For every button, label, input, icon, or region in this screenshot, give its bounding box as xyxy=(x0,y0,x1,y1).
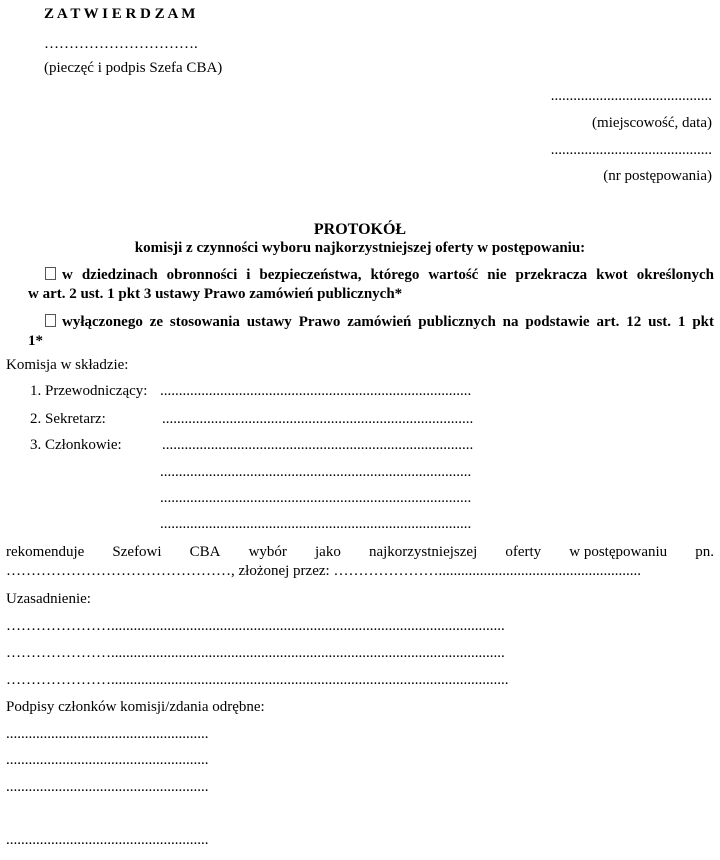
recommendation-word: wybór xyxy=(248,544,287,560)
chair-dots: ................................................................................... xyxy=(160,383,472,399)
checkbox-icon[interactable] xyxy=(45,314,56,327)
recommendation-line-1 xyxy=(6,544,714,561)
checkbox-icon[interactable] xyxy=(45,267,56,280)
recommendation-word: pn. xyxy=(695,544,714,560)
proceeding-no-label: (nr postępowania) xyxy=(603,168,712,184)
option-1-line-1[interactable]: w dziedzinach obronności i bezpieczeństwa, którego wartość nie przekracza kwot określonych xyxy=(28,267,714,284)
recommendation-submitted-by: , złożonej przez: xyxy=(231,563,330,579)
member-dots-1: ................................................................................... xyxy=(162,437,474,453)
place-date-label: (miejscowość, data) xyxy=(592,115,712,131)
recommendation-word: rekomenduje xyxy=(6,544,85,560)
justification-line-2: …………………......................................................................................................... xyxy=(6,645,505,661)
signature-line-3: ...................................................... xyxy=(6,779,209,795)
member-dots-2: ................................................................................... xyxy=(160,464,472,480)
member-dots-4: ................................................................................... xyxy=(160,516,472,532)
recommendation-word: oferty xyxy=(505,544,542,560)
signature-line-2: ...................................................... xyxy=(6,752,209,768)
signatures-label: Podpisy członków komisji/zdania odrębne: xyxy=(6,699,265,715)
option-2-line-1[interactable]: wyłączonego ze stosowania ustawy Prawo zamówień publicznych na podstawie art. 12 ust. 1 pkt xyxy=(28,314,714,331)
option-1-line-2: w art. 2 ust. 1 pkt 3 ustawy Prawo zamówień publicznych* xyxy=(28,286,403,302)
recommendation-line-2 xyxy=(6,563,641,580)
chair-label: 1. Przewodniczący: xyxy=(30,383,148,399)
recommendation-word: jako xyxy=(315,544,341,560)
secretary-label: 2. Sekretarz: xyxy=(30,411,106,427)
signature-line-1: ...................................................... xyxy=(6,726,209,742)
proceeding-no-dots: ........................................... xyxy=(550,142,712,158)
signature-line-4: ...................................................... xyxy=(6,832,209,848)
justification-line-3: ………………….......................................................................................................... xyxy=(6,672,509,688)
approval-signature-label: (pieczęć i podpis Szefa CBA) xyxy=(44,60,223,76)
recommendation-word: Szefowi xyxy=(112,544,162,560)
member-dots-3: ................................................................................... xyxy=(160,490,472,506)
document-subtitle: komisji z czynności wyboru najkorzystniejszej oferty w postępowaniu: xyxy=(134,240,586,256)
recommendation-dots-2: …………………...................................................... xyxy=(333,563,641,579)
justification-line-1: …………………......................................................................................................... xyxy=(6,618,505,634)
recommendation-word: najkorzystniejszej xyxy=(368,544,478,560)
place-date-dots: ........................................... xyxy=(550,88,712,104)
recommendation-word: w postępowaniu xyxy=(569,544,668,560)
justification-label: Uzasadnienie: xyxy=(6,591,91,607)
option-2-line-2: 1* xyxy=(28,333,43,349)
recommendation-word: CBA xyxy=(189,544,221,560)
recommendation-dots: ……………………………………… xyxy=(6,563,231,579)
members-label: 3. Członkowie: xyxy=(30,437,122,453)
committee-intro: Komisja w składzie: xyxy=(6,357,129,373)
approval-signature-dots: …………………………. xyxy=(44,36,198,52)
document-title: PROTOKÓŁ xyxy=(313,221,407,238)
approval-heading: Z A T W I E R D Z A M xyxy=(44,6,196,22)
secretary-dots: ................................................................................... xyxy=(162,411,474,427)
